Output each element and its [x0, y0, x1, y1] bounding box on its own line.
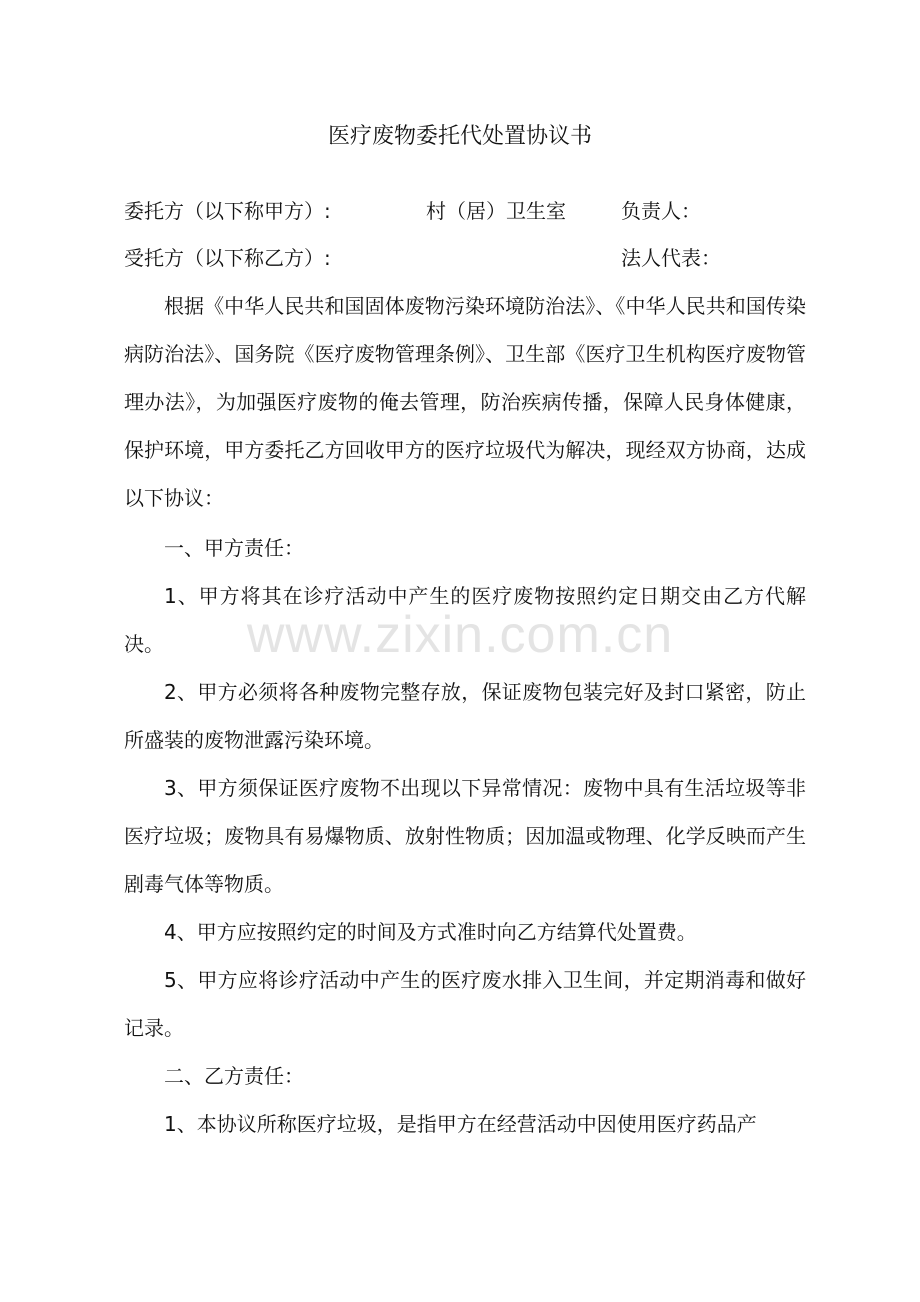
intro-paragraph: 根据《中华人民共和国固体废物污染环境防治法》、《中华人民共和国传染病防治法》、国务院《医疗废物管理条例》、卫生部《医疗卫生机构医疗废物管理办法》，为加强医疗废物的俺去管理，防治疾病传播，保障人民身体健康，保护环境，甲方委托乙方回收甲方的医疗垃圾代为解决，现经双方协商，达成以下协议： [124, 294, 806, 510]
section1-item-1: 1、甲方将其在诊疗活动中产生的医疗废物按照约定日期交由乙方代解决。 [124, 584, 806, 656]
section2-item-1: 1、本协议所称医疗垃圾，是指甲方在经营活动中因使用医疗药品产 [164, 1112, 757, 1136]
section1-heading: 一、甲方责任： [164, 536, 304, 560]
section1-item-5: 5、甲方应将诊疗活动中产生的医疗废水排入卫生间，并定期消毒和做好记录。 [124, 968, 806, 1040]
contractor-label: 受托方（以下称乙方）: [124, 246, 331, 270]
section1-item-4: 4、甲方应按照约定的时间及方式准时向乙方结算代处置费。 [164, 920, 697, 944]
watermark: www.zixin.com.cn [246, 606, 674, 664]
contractor-rep-label: 法人代表： [621, 246, 721, 270]
client-unit: 村（居）卫生室 [426, 199, 566, 223]
client-owner-label: 负责人： [621, 199, 701, 223]
section1-item-3: 3、甲方须保证医疗废物不出现以下异常情况：废物中具有生活垃圾等非医疗垃圾；废物具有易爆物质、放射性物质；因加温或物理、化学反映而产生剧毒气体等物质。 [124, 776, 806, 896]
client-label: 委托方（以下称甲方）: [124, 199, 331, 223]
document-title: 医疗废物委托代处置协议书 [327, 124, 592, 149]
section1-item-2: 2、甲方必须将各种废物完整存放，保证废物包装完好及封口紧密，防止所盛装的废物泄露污染环境。 [124, 680, 806, 752]
section2-heading: 二、乙方责任： [164, 1064, 304, 1088]
